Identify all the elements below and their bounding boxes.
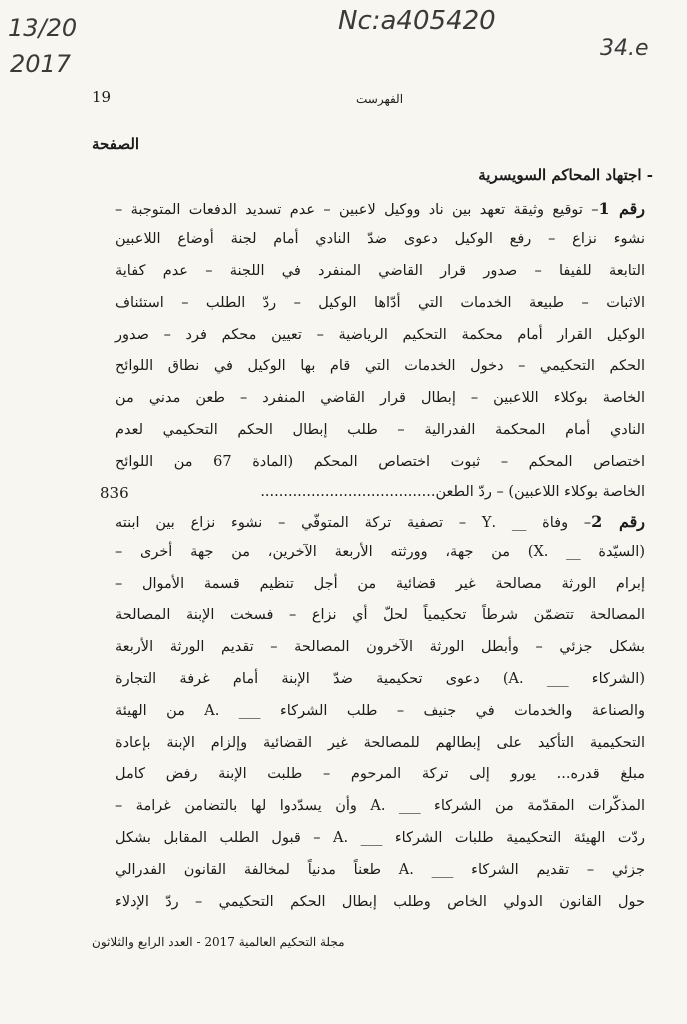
entry-line: بشكل جزئي – وأبطل الورثة الآخرون المصالحة – تقديم الورثة الأربعة (115, 639, 645, 655)
entry-line: مبلغ قدره... يورو إلى تركة المرحوم – طلبت الإبنة رفض كامل (115, 766, 645, 782)
page-header-title: الفهرست (356, 92, 404, 106)
handwritten-note: 13/20 (8, 14, 78, 42)
entry-line: والصناعة والخدمات في جنيف – طلب الشركاء ___ .A من الهيئة (115, 703, 645, 719)
entry-line: رقم 2– وفاة __ .Y – تصفية تركة المتوفّي – نشوء نزاع بين ابنته (115, 512, 645, 531)
entry-line: ردّت الهيئة التحكيمية طلبات الشركاء ___ .A – قبول الطلب المقابل بشكل (115, 830, 645, 846)
entry-line: حول القانون الدولي الخاص وطلب إبطال الحكم التحكيمي – ردّ الإدلاء (115, 894, 645, 910)
entry-line: إبرام الورثة مصالحة غير قضائية من أجل تنظيم قسمة الأموال – (115, 576, 645, 592)
entry-line: الاثبات – طبيعة الخدمات التي أدّاها الوكيل – ردّ الطلب – استئناف (115, 295, 645, 311)
section-title: - اجتهاد المحاكم السويسرية (478, 166, 653, 184)
entry-line: الوكيل القرار أمام محكمة التحكيم الرياضية – تعيين محكم فرد – صدور (115, 327, 645, 343)
entry-line: الخاصة بوكلاء اللاعبين – إبطال قرار القاضي المنفرد – طعن مدني من (115, 390, 645, 406)
entry-line: (الشركاء ___ .A) دعوى تحكيمية ضدّ الإبنة أمام غرفة التجارة (115, 671, 645, 687)
entry-number: رقم 1 (598, 199, 646, 218)
page-footer: مجلة التحكيم العالمية 2017 - العدد الرابع والثلاثون (92, 935, 345, 949)
entry-line: المصالحة تتضمّن شرطاً تحكيمياً لحلّ أي نزاع – فسخت الإبنة المصالحة (115, 607, 645, 623)
page-reference: 836 (100, 484, 129, 502)
entry-line: نشوء نزاع – رفع الوكيل دعوى ضدّ النادي أمام لجنة أوضاع اللاعبين (115, 231, 645, 247)
handwritten-reference: Nc:a405420 (338, 6, 496, 36)
entry-line: الحكم التحكيمي – دخول الخدمات التي قام بها الوكيل في نطاق اللوائح (115, 358, 645, 374)
entry-line: النادي أمام المحكمة الفدرالية – طلب إبطال الحكم التحكيمي لعدم (115, 422, 645, 438)
entry-line: اختصاص المحكم – ثبوت اختصاص المحكم (المادة 67 من اللوائح (115, 454, 645, 470)
page-number: 19 (92, 88, 112, 106)
entry-line: التابعة للفيفا – صدور قرار القاضي المنفرد في اللجنة – عدم كفاية (115, 263, 645, 279)
handwritten-mark: 34.e (600, 36, 649, 61)
entry-number: رقم 2 (591, 512, 645, 531)
entry-line: الخاصة بوكلاء اللاعبين) – ردّ الطعن...................................... (260, 484, 645, 500)
handwritten-year: 2017 (10, 50, 72, 78)
entry-line: رقم 1– توقيع وثيقة تعهد بين ناد ووكيل لاعبين – عدم تسديد الدفعات المتوجبة – (115, 199, 646, 218)
entry-line: التحكيمية التأكيد على إبطالهم للمصالحة غير القضائية وإلزام الإبنة بإعادة (115, 735, 645, 751)
page-column-label: الصفحة (92, 135, 140, 153)
entry-line: جزئي – تقديم الشركاء ___ .A طعناً مدنياً لمخالفة القانون الفدرالي (115, 862, 645, 878)
entry-line: (السيّدة __ .X) من جهة، وورثته الأربعة الآخرين، من جهة أخرى – (115, 544, 645, 560)
entry-line: المذكّرات المقدّمة من الشركاء ___ .A وأن يسدّدوا لها بالتضامن غرامة – (115, 798, 646, 814)
